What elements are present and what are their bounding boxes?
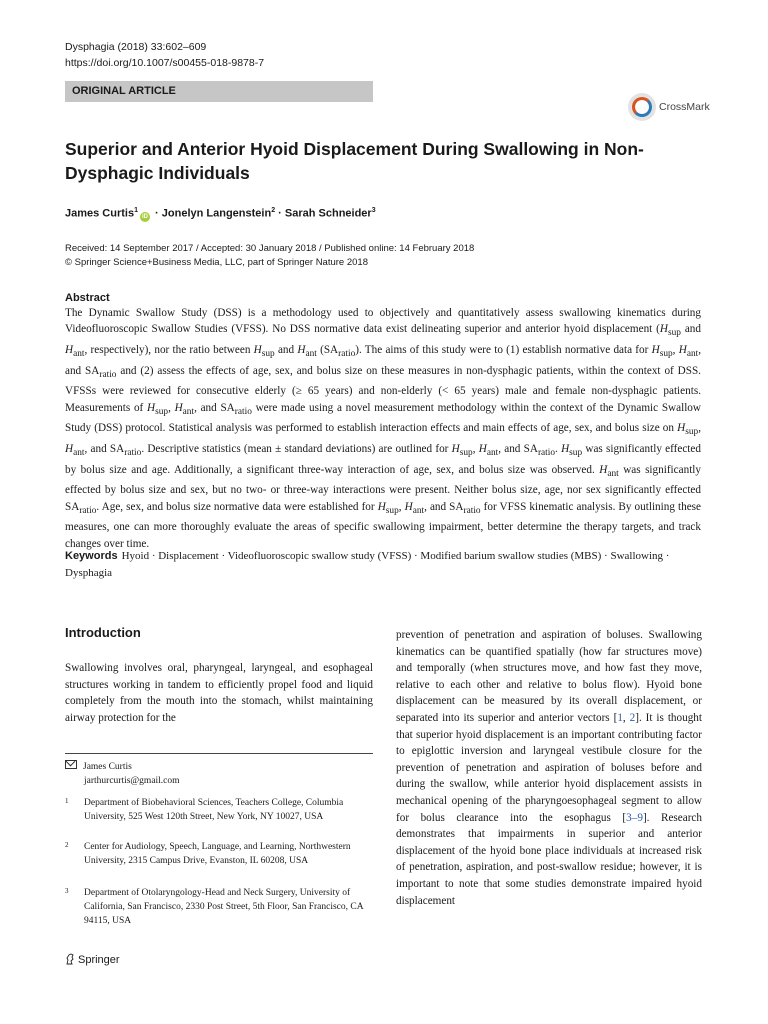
author-name[interactable]: James Curtis — [65, 207, 135, 220]
citation-link[interactable]: 2 — [629, 711, 636, 724]
affiliation-text: Department of Otolaryngology-Head and Neck Surgery, University of California, San Francisco, 2330 Post Street, 5th Floor, San Francisco, CA 94115, USA — [84, 888, 364, 926]
publisher-footer — [65, 952, 120, 968]
history-dates: Received: 14 September 2017 / Accepted: 30 January 2018 / Published online: 14 February 2018 — [65, 243, 475, 254]
affiliation-text: Center for Audiology, Speech, Language, and Learning, Northwestern University, 2315 Campus Drive, Evanston, IL 60208, USA — [84, 842, 351, 866]
corresponding-author-email[interactable]: jarthurcurtis@gmail.com — [84, 776, 180, 786]
author-affiliation-number: 1 — [134, 207, 138, 214]
corresponding-author-name: James Curtis — [83, 762, 132, 772]
publication-dates — [65, 242, 474, 270]
article-type-label: ORIGINAL ARTICLE — [72, 85, 176, 97]
copyright-line: © Springer Science+Business Media, LLC, part of Springer Nature 2018 — [65, 257, 368, 268]
journal-citation: Dysphagia (2018) 33:602–609 — [65, 41, 207, 53]
affiliation-text: Department of Biobehavioral Sciences, Teachers College, Columbia University, 525 West 120th Street, New York, NY 10027, USA — [84, 798, 344, 822]
springer-horse-icon — [65, 953, 75, 965]
introduction-paragraph-right: prevention of penetration and aspiration of boluses. Swallowing kinematics can be quantified spatially (how far structures move) and temporally (when structures move, and how fast they move, relative to each other and relative to bolus flow). Hyoid bone displacement can be measured by its overall displacement, or separated into its superior and anterior vectors [1, 2]. It is thought that superior hyoid displacement is an important contributing factor to epiglottic inversion and laryngeal vestibule closure for the prevention of penetration and aspiration of boluses before and during the swallow, while anterior hyoid displacement assists in mechanical opening of the pharyngoesophageal segment to allow for bolus clearance into the esophagus [3–9]. Research demonstrates that impairments in superior and anterior displacement of the hyoid bone place individuals at increased risk of penetration, aspiration, and post-swallow residue; however, it is important to note that some studies demonstrate impaired hyoid displacement — [396, 629, 703, 907]
journal-info — [65, 39, 264, 71]
author-name[interactable]: Sarah Schneider — [284, 207, 372, 220]
citation-link[interactable]: 3–9 — [626, 811, 643, 824]
affiliation-number: 1 — [65, 797, 69, 805]
envelope-icon — [65, 760, 77, 769]
author-list: James Curtis$^1$iD · Jonelyn Langenstein$^2$ · Sarah Schneider$^3$ — [65, 207, 376, 220]
keywords-text: Hyoid · Displacement · Videofluoroscopic swallow study (VFSS) · Modified barium swallow studies (MBS) · Swallowing · Dysphagia — [65, 550, 670, 579]
orcid-icon[interactable]: iD — [142, 213, 148, 220]
keywords-section — [65, 548, 701, 582]
crossmark-badge[interactable] — [628, 93, 718, 123]
doi-link[interactable]: https://doi.org/10.1007/s00455-018-9878-7 — [65, 57, 265, 69]
author-affiliation-number: 3 — [371, 207, 376, 214]
publisher-name: Springer — [78, 954, 120, 966]
crossmark-icon — [628, 93, 656, 121]
correspondence-block — [65, 760, 180, 788]
affiliation-number: 2 — [65, 841, 69, 849]
abstract-body: The Dynamic Swallow Study (DSS) is a methodology used to objectively and quantitatively assess swallowing kinematics during Videofluoroscopic Swallow Studies (VFSS). No DSS normative data exist delineating superior and anterior hyoid displacement ($H_{sup}$ and $H_{ant}$, respectively), nor the ratio between $H_{sup}$ and $H_{ant}$ $(SA_{ratio})$. The aims of this study were to (1) establish normative data for $H_{sup}$, $H_{ant}$, and $SA_{ratio}$ and (2) assess the effects of age, sex, and bolus size on these measures in non-dysphagic patients, within the context of DSS. VFSSs were reviewed for consecutive elderly (≥ 65 years) and non-elderly (< 65 years) male and female non-dysphagic patients. Measurements of $H_{sup}$, $H_{ant}$, and $SA_{ratio}$ were made using a novel measurement methodology within the context of the Dynamic Swallow Study (DSS) protocol. Statistical analysis was performed to establish interaction effects and main effects of age, sex, and bolus size on $H_{sup}$, $H_{ant}$, and $SA_{ratio}$. Descriptive statistics (mean ± standard deviations) are outlined for $H_{sup}$, $H_{ant}$, and $SA_{ratio}$. $H_{sup}$ was significantly effected by bolus size and age. Additionally, a significant three-way interaction of age, sex, and bolus size was observed. $H_{ant}$ was significantly effected by bolus size and sex, but no two- or three-way interactions were present. Neither bolus size, age, nor sex significantly effected $SA_{ratio}$. Age, sex, and bolus size normative data were established for $H_{sup}$, $H_{ant}$, and $SA_{ratio}$ for VFSS kinematic analysis. By outlining these measures, one can more thoroughly evaluate the areas of specific swallowing impairment, better determine the therapy targets, and track changes over time. — [65, 307, 702, 550]
affiliation-item — [65, 796, 365, 824]
citation-link[interactable]: 1 — [617, 711, 623, 724]
crossmark-label: CrossMark — [659, 101, 710, 113]
abstract-heading: Abstract — [65, 292, 110, 304]
affiliation-item — [65, 840, 365, 868]
affiliation-item — [65, 886, 365, 928]
author-affiliation-number: 2 — [271, 207, 276, 214]
keywords-label: Keywords — [65, 550, 118, 562]
introduction-heading: Introduction — [65, 625, 141, 640]
author-name[interactable]: Jonelyn Langenstein — [161, 207, 272, 220]
article-type-banner — [65, 81, 373, 102]
footnote-divider — [65, 753, 373, 754]
article-title: Superior and Anterior Hyoid Displacement During Swallowing in Non-Dysphagic Individuals — [65, 139, 644, 183]
affiliation-number: 3 — [65, 887, 69, 895]
introduction-paragraph-left: Swallowing involves oral, pharyngeal, laryngeal, and esophageal structures working in tandem to efficiently propel food and liquid completely from the mouth into the stomach, whilst maintaining airway protection for the — [65, 662, 373, 724]
